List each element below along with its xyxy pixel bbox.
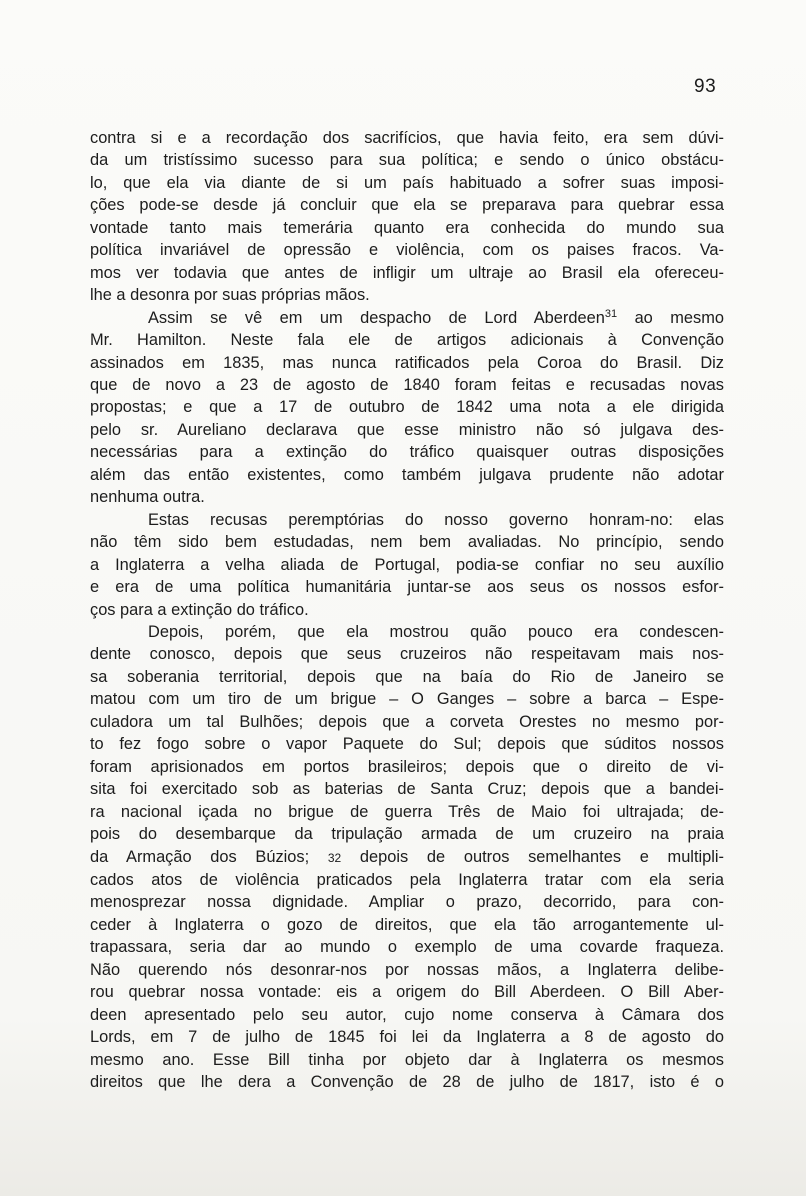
text-line: foram aprisionados em portos brasileiros; depois que o direito de vi- [90, 757, 724, 776]
text-fragment: da Armação dos Búzios; [90, 847, 328, 866]
text-line: pelo sr. Aureliano declarava que esse ministro não só julgava des- [90, 420, 724, 439]
text-line: propostas; e que a 17 de outubro de 1842 uma nota a ele dirigida [90, 398, 724, 417]
text-line: lhe a desonra por suas próprias mãos. [90, 286, 370, 305]
footnote-ref-32: 32 [327, 850, 342, 865]
text-line: Não querendo nós desonrar-nos por nossas mãos, a Inglaterra delibe- [90, 960, 724, 979]
text-line: mesmo ano. Esse Bill tinha por objeto dar à Inglaterra os mesmos [90, 1050, 724, 1069]
body-text [90, 127, 724, 1093]
text-line: ceder à Inglaterra o gozo de direitos, que ela tão arrogantemente ul- [90, 915, 724, 934]
text-line: rou quebrar nossa vontade: eis a origem do Bill Aberdeen. O Bill Aber- [90, 983, 724, 1002]
text-fragment: Assim se vê em um despacho de Lord Aberdeen [148, 308, 605, 327]
text-line: e era de uma política humanitária juntar-se aos seus os nossos esfor- [90, 578, 724, 597]
text-line: direitos que lhe dera a Convenção de 28 de julho de 1817, isto é o [90, 1073, 724, 1092]
text-line: sita foi exercitado sob as baterias de Santa Cruz; depois que a bandei- [90, 780, 724, 799]
page-number: 93 [694, 76, 717, 97]
text-line: Estas recusas peremptórias do nosso governo honram-no: elas [148, 510, 724, 529]
text-line: além das então existentes, como também julgava prudente não adotar [90, 465, 724, 484]
text-line: sa soberania territorial, depois que na baía do Rio de Janeiro se [90, 667, 724, 686]
text-line: to fez fogo sobre o vapor Paquete do Sul; depois que súditos nossos [90, 735, 724, 754]
text-line: contra si e a recordação dos sacrifícios, que havia feito, era sem dúvi- [90, 129, 724, 147]
text-line: não têm sido bem estudadas, nem bem avaliadas. No princípio, sendo [90, 533, 724, 552]
text-line: necessárias para a extinção do tráfico quaisquer outras disposições [90, 443, 724, 462]
text-line: nenhuma outra. [90, 488, 205, 507]
text-fragment: ao mesmo [617, 308, 724, 327]
text-line: culadora um tal Bulhões; depois que a corveta Orestes no mesmo por- [90, 712, 724, 731]
text-line: pois do desembarque da tripulação armada de um cruzeiro na praia [90, 825, 724, 844]
text-line: deen apresentado pelo seu autor, cujo nome conserva à Câmara dos [90, 1005, 724, 1024]
text-line: lo, que ela via diante de si um país habituado a sofrer suas imposi- [90, 173, 724, 192]
text-line: mos ver todavia que antes de infligir um ultraje ao Brasil ela ofereceu- [90, 263, 724, 282]
text-line: ções pode-se desde já concluir que ela se preparava para quebrar essa [90, 196, 724, 215]
text-fragment: depois de outros semelhantes e multipli- [341, 847, 724, 866]
text-line: cados atos de violência praticados pela Inglaterra tratar com ela seria [90, 870, 724, 889]
text-line: a Inglaterra a velha aliada de Portugal, podia-se confiar no seu auxílio [90, 555, 724, 574]
text-line [90, 846, 724, 869]
text-line: política invariável de opressão e violência, com os paises fracos. Va- [90, 241, 724, 260]
text-line: da um tristíssimo sucesso para sua política; e sendo o único obstácu- [90, 151, 724, 170]
text-line: ra nacional içada no brigue de guerra Três de Maio foi ultrajada; de- [90, 802, 724, 821]
text-line: vontade tanto mais temerária quanto era conhecida do mundo sua [90, 218, 724, 237]
text-line: que de novo a 23 de agosto de 1840 foram feitas e recusadas novas [90, 375, 724, 394]
text-line: assinados em 1835, mas nunca ratificados pela Coroa do Brasil. Diz [90, 353, 724, 372]
text-line: matou com um tiro de um brigue – O Ganges – sobre a barca – Espe- [90, 690, 724, 709]
text-line: ços para a extinção do tráfico. [90, 600, 309, 619]
text-line: trapassara, seria dar ao mundo o exemplo de uma covarde fraqueza. [90, 938, 724, 957]
text-line: Lords, em 7 de julho de 1845 foi lei da Inglaterra a 8 de agosto do [90, 1028, 724, 1047]
footnote-ref-31: 31 [604, 307, 618, 320]
text-line: dente conosco, depois que seus cruzeiros não respeitavam mais nos- [90, 645, 724, 664]
text-line: menosprezar nossa dignidade. Ampliar o prazo, decorrido, para con- [90, 893, 724, 912]
text-line: Mr. Hamilton. Neste fala ele de artigos adicionais à Convenção [90, 331, 724, 350]
text-line: Depois, porém, que ela mostrou quão pouco era condescen- [148, 622, 724, 641]
text-line [90, 307, 724, 329]
